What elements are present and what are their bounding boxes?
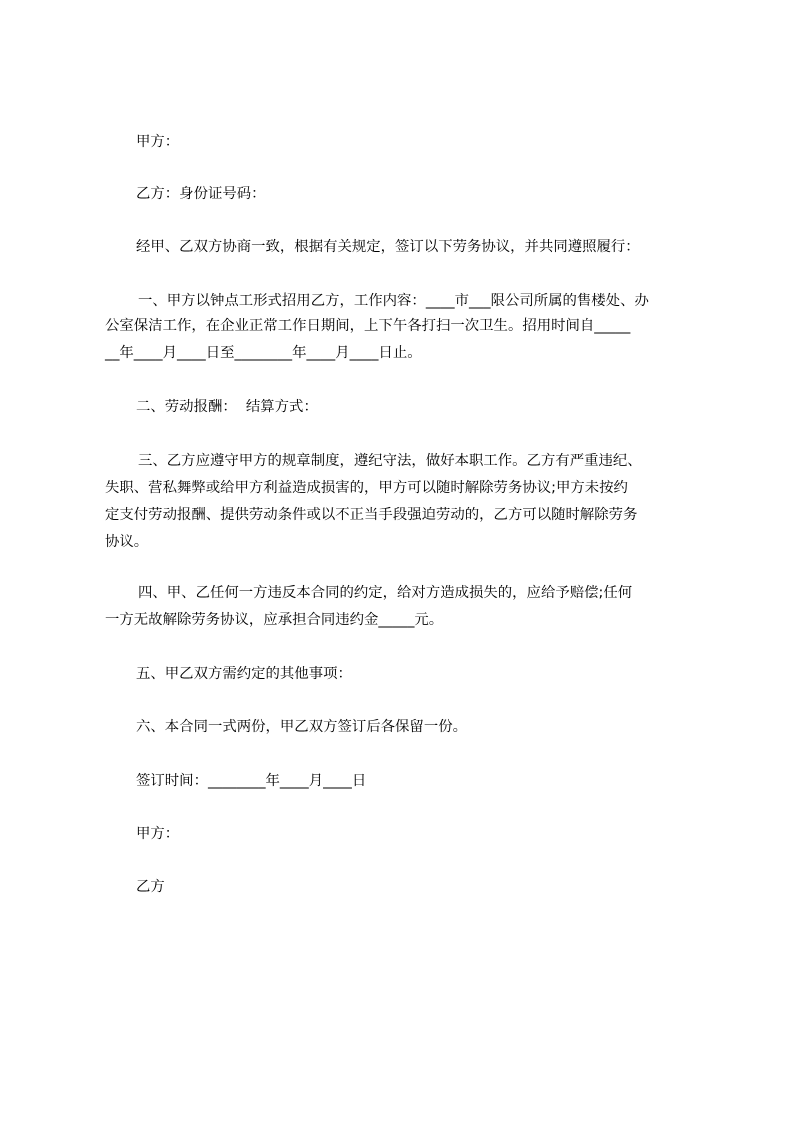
clause-4-line: 四、甲、乙任何一方违反本合同的约定，给对方造成损失的，应给予赔偿;任何 — [138, 585, 633, 601]
clause-3-line: 协议。 — [105, 534, 149, 550]
clause-6: 六、本合同一式两份，甲乙双方签订后各保留一份。 — [136, 719, 467, 735]
clause-2: 二、劳动报酬： 结算方式： — [136, 399, 318, 415]
party-a-heading: 甲方： — [136, 134, 180, 150]
signing-date: 签订时间：________年____月____日 — [136, 773, 367, 789]
clause-3-line: 失职、营私舞弊或给甲方利益造成损害的，甲方可以随时解除劳务协议;甲方未按约 — [105, 480, 628, 496]
clause-3-line: 定支付劳动报酬、提供劳动条件或以不正当手段强迫劳动的，乙方可以随时解除劳务 — [105, 507, 638, 523]
clause-4-line: 一方无故解除劳务协议，应承担合同违约金_____元。 — [105, 612, 444, 628]
party-b-heading: 乙方：身份证号码： — [136, 186, 266, 202]
intro-paragraph: 经甲、乙双方协商一致，根据有关规定，签订以下劳务协议，并共同遵照履行： — [136, 239, 640, 255]
clause-3-line: 三、乙方应遵守甲方的规章制度，遵纪守法，做好本职工作。乙方有严重违纪、 — [138, 453, 642, 469]
party-a-signature-label: 甲方： — [136, 826, 180, 842]
clause-1-line: __年____月____日至________年____月____日止。 — [105, 345, 422, 361]
clause-1-line: 一、甲方以钟点工形式招用乙方，工作内容：____市___限公司所属的售楼处、办 — [138, 293, 649, 309]
clause-5: 五、甲乙双方需约定的其他事项： — [136, 666, 352, 682]
clause-1-line: 公室保洁工作，在企业正常工作日期间，上下午各打扫一次卫生。招用时间自_____ — [105, 318, 631, 334]
party-b-signature-label: 乙方 — [136, 879, 165, 895]
